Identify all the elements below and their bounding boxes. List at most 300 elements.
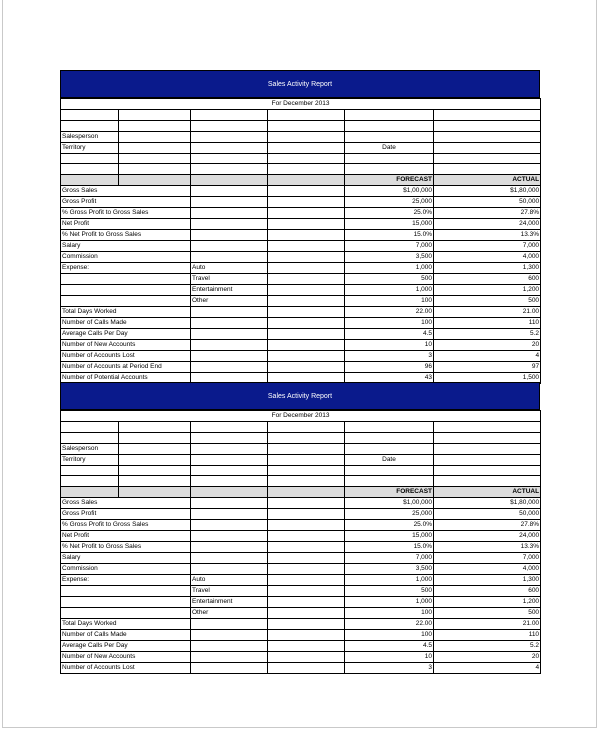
empty-cell [345,120,434,131]
metric-spacer [119,630,191,641]
empty-cell [61,153,119,164]
expense-sub-label [191,619,268,630]
metric-spacer [119,318,191,329]
spacer-cell [268,340,345,351]
spacer-cell [268,219,345,230]
expense-sub-label [191,219,268,230]
table-row [61,307,541,318]
territory-value [268,142,345,153]
table-row [61,641,541,652]
expense-sub-label [191,498,268,509]
metric-spacer [119,553,191,564]
actual-value: 7,000 [434,241,541,252]
table-row [61,318,541,329]
actual-value: 50,000 [434,197,541,208]
spacer-cell [268,641,345,652]
actual-value: 4,000 [434,564,541,575]
territory-value [191,454,268,465]
table-row [61,553,541,564]
header-cell [191,487,268,498]
spacer-cell [268,509,345,520]
spacer-cell [268,351,345,362]
metric-spacer [119,597,191,608]
spacer-cell [268,230,345,241]
metric-label: Number of Potential Accounts [61,373,119,384]
actual-value: 13.3% [434,542,541,553]
salesperson-row [61,443,541,454]
forecast-value: 7,000 [345,241,434,252]
forecast-value: 4.5 [345,329,434,340]
table-row [61,219,541,230]
empty-cell [119,164,191,175]
table-row [61,564,541,575]
metric-spacer [119,241,191,252]
spacer-cell [268,652,345,663]
empty-cell [434,153,541,164]
report-title: Sales Activity Report [267,80,333,88]
metric-label: % Gross Profit to Gross Sales [61,520,119,531]
territory-value [191,142,268,153]
salesperson-value [191,131,268,142]
table-row [61,509,541,520]
expense-sub-label: Travel [191,586,268,597]
spacer-cell [268,186,345,197]
actual-value: 110 [434,318,541,329]
column-header-row [61,175,541,186]
empty-cell [61,110,119,121]
table-row [61,274,541,285]
metric-spacer [119,263,191,274]
salesperson-value [268,443,345,454]
actual-value: 20 [434,652,541,663]
empty-cell [345,164,434,175]
table-row [61,208,541,219]
metric-label: Total Days Worked [61,307,119,318]
actual-header: ACTUAL [434,487,541,498]
empty-cell [268,465,345,476]
spacer-cell [268,498,345,509]
report-subtitle: For December 2013 [61,411,541,422]
salesperson-label: Salesperson [61,443,119,454]
actual-value: 13.3% [434,230,541,241]
empty-cell [61,422,119,433]
empty-row [61,164,541,175]
metric-label: Gross Profit [61,197,119,208]
empty-cell [191,153,268,164]
metric-spacer [119,285,191,296]
forecast-value: 7,000 [345,553,434,564]
table-row [61,498,541,509]
empty-row [61,110,541,121]
table-row [61,186,541,197]
expense-sub-label [191,241,268,252]
spacer-cell [268,630,345,641]
spacer-cell [268,663,345,674]
empty-cell [268,422,345,433]
metric-spacer [119,296,191,307]
forecast-value: 25,000 [345,509,434,520]
spacer-cell [268,542,345,553]
actual-value: 7,000 [434,553,541,564]
empty-cell [191,422,268,433]
metric-spacer [119,641,191,652]
territory-label: Territory [61,142,119,153]
actual-value: $1,80,000 [434,186,541,197]
header-cell [268,175,345,186]
expense-sub-label [191,652,268,663]
expense-sub-label [191,186,268,197]
empty-cell [119,153,191,164]
forecast-value: 1,000 [345,597,434,608]
metric-label: Number of New Accounts [61,340,119,351]
empty-cell [191,120,268,131]
metric-label: Gross Sales [61,186,119,197]
table-row [61,619,541,630]
sales-report-2 [60,382,540,674]
header-cell [119,175,191,186]
metric-label [61,296,119,307]
territory-value [268,454,345,465]
metric-spacer [119,252,191,263]
salesperson-value [191,443,268,454]
salesperson-value [345,443,434,454]
report-table [60,410,541,674]
metric-spacer [119,608,191,619]
expense-sub-label [191,509,268,520]
empty-cell [434,164,541,175]
empty-cell [61,432,119,443]
actual-value: 1,200 [434,597,541,608]
salesperson-row [61,131,541,142]
forecast-value: $1,00,000 [345,498,434,509]
actual-value: 1,300 [434,263,541,274]
table-row [61,296,541,307]
metric-spacer [119,586,191,597]
expense-sub-label [191,208,268,219]
table-row [61,630,541,641]
metric-label: Number of Calls Made [61,630,119,641]
empty-row [61,422,541,433]
table-row [61,285,541,296]
forecast-value: 3,500 [345,564,434,575]
spacer-cell [268,520,345,531]
empty-cell [345,110,434,121]
empty-cell [434,432,541,443]
empty-row [61,465,541,476]
expense-sub-label: Auto [191,263,268,274]
metric-label: Gross Profit [61,509,119,520]
metric-spacer [119,498,191,509]
forecast-value: 3 [345,663,434,674]
table-row [61,542,541,553]
report-subtitle: For December 2013 [61,99,541,110]
expense-sub-label: Other [191,296,268,307]
report-title: Sales Activity Report [267,392,333,400]
spacer-cell [268,564,345,575]
forecast-value: 1,000 [345,285,434,296]
forecast-value: 15,000 [345,531,434,542]
actual-value: 50,000 [434,509,541,520]
salesperson-value [268,131,345,142]
metric-label: Number of Accounts Lost [61,351,119,362]
empty-cell [345,153,434,164]
expense-sub-label [191,564,268,575]
forecast-value: 1,000 [345,263,434,274]
metric-spacer [119,186,191,197]
metric-spacer [119,619,191,630]
metric-label [61,586,119,597]
empty-cell [434,422,541,433]
table-row [61,263,541,274]
forecast-value: 10 [345,340,434,351]
header-cell [191,175,268,186]
column-header-row [61,487,541,498]
table-row [61,340,541,351]
empty-row [61,432,541,443]
metric-label: Average Calls Per Day [61,641,119,652]
expense-sub-label [191,663,268,674]
territory-label: Territory [61,454,119,465]
empty-cell [61,476,119,487]
metric-label: Commission [61,252,119,263]
empty-row [61,476,541,487]
metric-label: Gross Sales [61,498,119,509]
report-title-bar [60,382,540,410]
actual-value: 27.8% [434,208,541,219]
table-row [61,652,541,663]
spacer-cell [268,619,345,630]
actual-value: 600 [434,586,541,597]
empty-cell [191,465,268,476]
salesperson-label: Salesperson [61,131,119,142]
expense-sub-label [191,197,268,208]
table-row [61,531,541,542]
empty-cell [268,153,345,164]
metric-label: Number of Accounts at Period End [61,362,119,373]
metric-spacer [119,564,191,575]
actual-value: 5.2 [434,329,541,340]
actual-value: 5.2 [434,641,541,652]
spacer-cell [268,553,345,564]
table-row [61,329,541,340]
forecast-header: FORECAST [345,175,434,186]
forecast-header: FORECAST [345,487,434,498]
report-title-bar [60,70,540,98]
empty-cell [119,422,191,433]
actual-value: 1,500 [434,373,541,384]
header-cell [119,487,191,498]
expense-sub-label [191,318,268,329]
forecast-value: 22.00 [345,619,434,630]
metric-label: Net Profit [61,219,119,230]
table-row [61,197,541,208]
expense-sub-label [191,520,268,531]
empty-cell [434,476,541,487]
metric-label [61,285,119,296]
empty-cell [191,110,268,121]
header-cell [61,487,119,498]
expense-sub-label: Auto [191,575,268,586]
metric-label: Expense: [61,263,119,274]
table-row [61,663,541,674]
forecast-value: 3,500 [345,252,434,263]
metric-label: % Net Profit to Gross Sales [61,230,119,241]
empty-row [61,120,541,131]
spacer-cell [268,285,345,296]
expense-sub-label [191,531,268,542]
table-row [61,241,541,252]
empty-cell [191,476,268,487]
actual-value: 500 [434,608,541,619]
empty-cell [268,432,345,443]
actual-value: 97 [434,362,541,373]
metric-label: Total Days Worked [61,619,119,630]
empty-cell [61,465,119,476]
empty-cell [119,476,191,487]
table-row [61,586,541,597]
forecast-value: 15.0% [345,230,434,241]
salesperson-value [345,131,434,142]
empty-cell [268,120,345,131]
actual-value: 600 [434,274,541,285]
expense-sub-label [191,362,268,373]
spacer-cell [268,597,345,608]
metric-spacer [119,307,191,318]
territory-value [119,142,191,153]
spacer-cell [268,586,345,597]
salesperson-value [434,131,541,142]
metric-spacer [119,329,191,340]
expense-sub-label [191,542,268,553]
expense-sub-label [191,630,268,641]
date-value [434,142,541,153]
expense-sub-label [191,641,268,652]
forecast-value: 96 [345,362,434,373]
forecast-value: 43 [345,373,434,384]
spacer-cell [268,362,345,373]
salesperson-value [434,443,541,454]
date-label: Date [345,142,434,153]
forecast-value: 3 [345,351,434,362]
empty-cell [119,432,191,443]
metric-spacer [119,531,191,542]
forecast-value: 1,000 [345,575,434,586]
table-row [61,351,541,362]
spacer-cell [268,329,345,340]
date-label: Date [345,454,434,465]
expense-sub-label: Travel [191,274,268,285]
spacer-cell [268,531,345,542]
table-row [61,597,541,608]
metric-label: Salary [61,553,119,564]
empty-cell [191,164,268,175]
expense-sub-label [191,329,268,340]
forecast-value: $1,00,000 [345,186,434,197]
forecast-value: 100 [345,296,434,307]
sales-report-1 [60,70,540,384]
actual-value: 20 [434,340,541,351]
empty-cell [345,476,434,487]
empty-cell [434,120,541,131]
metric-spacer [119,575,191,586]
empty-cell [268,110,345,121]
metric-label: Number of Accounts Lost [61,663,119,674]
header-cell [268,487,345,498]
date-value [434,454,541,465]
territory-row [61,142,541,153]
forecast-value: 10 [345,652,434,663]
forecast-value: 25.0% [345,520,434,531]
empty-cell [345,465,434,476]
header-cell [61,175,119,186]
subtitle-row [61,99,541,110]
forecast-value: 500 [345,586,434,597]
table-row [61,230,541,241]
spacer-cell [268,208,345,219]
actual-value: 27.8% [434,520,541,531]
expense-sub-label [191,307,268,318]
empty-row [61,153,541,164]
actual-value: 24,000 [434,219,541,230]
actual-value: 500 [434,296,541,307]
empty-cell [61,164,119,175]
expense-sub-label [191,351,268,362]
metric-label: % Gross Profit to Gross Sales [61,208,119,219]
spacer-cell [268,318,345,329]
expense-sub-label [191,252,268,263]
empty-cell [119,110,191,121]
actual-value: 4 [434,351,541,362]
metric-spacer [119,509,191,520]
spacer-cell [268,296,345,307]
empty-cell [268,164,345,175]
metric-spacer [119,219,191,230]
actual-value: 1,200 [434,285,541,296]
expense-sub-label: Entertainment [191,285,268,296]
actual-value: 21.00 [434,307,541,318]
actual-value: $1,80,000 [434,498,541,509]
metric-label [61,274,119,285]
expense-sub-label [191,230,268,241]
territory-value [119,454,191,465]
forecast-value: 100 [345,608,434,619]
report-table [60,98,541,384]
table-row [61,252,541,263]
metric-label: Commission [61,564,119,575]
subtitle-row [61,411,541,422]
forecast-value: 100 [345,630,434,641]
metric-label: Salary [61,241,119,252]
actual-value: 21.00 [434,619,541,630]
expense-sub-label [191,553,268,564]
spacer-cell [268,575,345,586]
forecast-value: 4.5 [345,641,434,652]
actual-value: 110 [434,630,541,641]
table-row [61,520,541,531]
spacer-cell [268,608,345,619]
metric-label: Number of Calls Made [61,318,119,329]
territory-row [61,454,541,465]
actual-value: 4,000 [434,252,541,263]
salesperson-value [119,131,191,142]
empty-cell [61,120,119,131]
metric-label: Average Calls Per Day [61,329,119,340]
actual-value: 24,000 [434,531,541,542]
metric-label: Number of New Accounts [61,652,119,663]
metric-label [61,608,119,619]
metric-label: % Net Profit to Gross Sales [61,542,119,553]
empty-cell [191,432,268,443]
